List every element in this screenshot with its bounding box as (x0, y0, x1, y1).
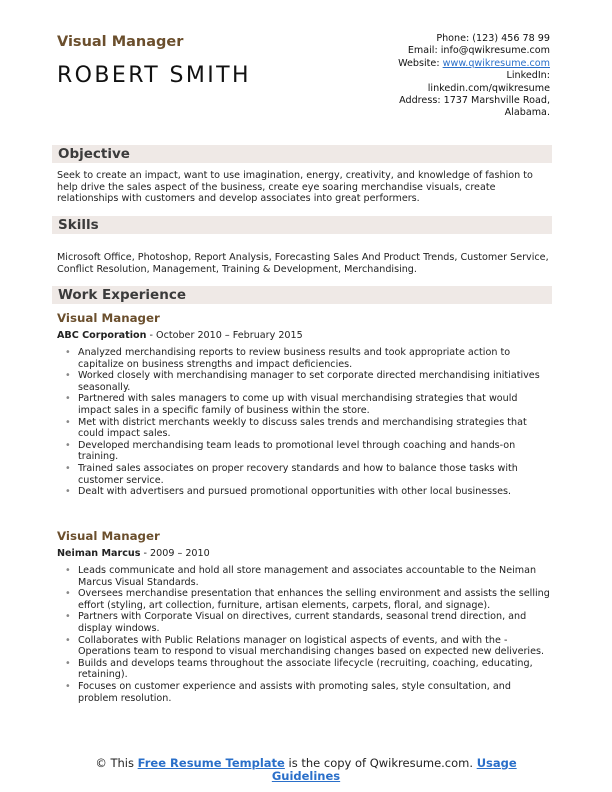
usage-guidelines-link[interactable]: Usage Guidelines (271, 756, 517, 783)
list-item (64, 440, 552, 463)
bullet-text: Developed merchandising team leads to promotional level through coaching and hands-on training. (78, 439, 516, 463)
bullet-icon: • (65, 565, 71, 576)
objective-text: Seek to create an impact, want to use imagination, energy, creativity, and knowledge of fashion to help drive the sales aspect of the business, create eye soaring merchandise visuals, create relationships with customers and develop associates into great performers. (57, 170, 533, 205)
job-2-bullet-list (64, 565, 552, 704)
job-2-company: Neiman Marcus (57, 548, 141, 559)
list-item (64, 417, 552, 440)
objective-heading: Objective (58, 146, 130, 162)
experience-heading-bar (52, 286, 552, 304)
website-label: Website: (398, 57, 443, 69)
contact-address-line1: Address: 1737 Marshville Road, (399, 95, 550, 107)
bullet-text: Focuses on customer experience and assists with promoting sales, style consultation, and problem resolution. (78, 680, 511, 704)
skills-text: Microsoft Office, Photoshop, Report Analysis, Forecasting Sales And Product Trends, Customer Service, Conflict Resolution, Management, Training & Development, Merchandising. (57, 252, 549, 275)
bullet-text: Partners with Corporate Visual on directives, current standards, seasonal trend direction, and display windows. (78, 611, 527, 634)
job-1-title: Visual Manager (57, 311, 160, 325)
list-item (64, 370, 552, 393)
contact-linkedin-value: linkedin.com/qwikresume (427, 82, 550, 94)
list-item (64, 565, 552, 588)
website-link[interactable]: www.qwikresume.com (442, 57, 550, 69)
footer-middle: is the copy of Qwikresume.com. (284, 756, 477, 770)
job-1-dates: - October 2010 – February 2015 (146, 330, 303, 341)
objective-heading-bar (52, 145, 552, 163)
bullet-icon: • (65, 462, 71, 474)
footer (60, 757, 552, 783)
contact-linkedin-label: LinkedIn: (506, 70, 550, 82)
bullet-text: Partnered with sales managers to come up with visual merchandising strategies that would impact sales in a specific family of business within the store. (78, 393, 518, 416)
job-2-dates: - 2009 – 2010 (140, 548, 210, 559)
list-item (64, 393, 552, 416)
bullet-text: Trained sales associates on proper recovery standards and how to balance those tasks with customer service. (78, 462, 518, 486)
skills-heading-bar (52, 216, 552, 234)
bullet-text: Collaborates with Public Relations manager on logistical aspects of events, and with the -Operations team to respond to visual merchandising changes based on expected new deliveries. (78, 634, 545, 658)
experience-heading: Work Experience (58, 287, 186, 303)
bullet-icon: • (65, 634, 71, 646)
job-1-company-line (57, 330, 303, 341)
bullet-icon: • (65, 416, 71, 428)
bullet-text: Builds and develops teams throughout the associate lifecycle (recruiting, coaching, educating, retaining). (78, 657, 533, 681)
bullet-text: Worked closely with merchandising manager to set corporate directed merchandising initiatives seasonally. (78, 370, 540, 393)
list-item (64, 611, 552, 634)
list-item (64, 463, 552, 486)
bullet-icon: • (65, 347, 71, 358)
bullet-icon: • (65, 486, 71, 498)
job-1-company: ABC Corporation (57, 330, 147, 341)
bullet-text: Dealt with advertisers and pursued promotional opportunities with other local businesses. (78, 486, 512, 498)
bullet-text: Analyzed merchandising reports to review business results and took appropriate action to capitalize on business strengths and impact deficiencies. (78, 347, 511, 370)
list-item (64, 658, 552, 681)
bullet-icon: • (65, 657, 71, 669)
list-item (64, 486, 552, 498)
bullet-icon: • (65, 439, 71, 451)
contact-email: Email: info@qwikresume.com (407, 45, 550, 57)
bullet-icon: • (65, 393, 71, 405)
contact-address-line2: Alabama. (504, 107, 550, 119)
job-2-company-line (57, 548, 210, 559)
bullet-icon: • (65, 680, 71, 692)
contact-block (310, 33, 550, 120)
bullet-text: Met with district merchants weekly to discuss sales trends and merchandising strategies that could impact sales. (78, 416, 527, 440)
list-item (64, 347, 552, 370)
bullet-icon: • (65, 588, 71, 600)
free-resume-template-link[interactable]: Free Resume Template (137, 756, 285, 770)
contact-phone: Phone: (123) 456 78 99 (436, 33, 550, 44)
job-1-bullet-list (64, 347, 552, 498)
bullet-text: Leads communicate and hold all store management and associates accountable to the Neiman Marcus Visual Standards. (78, 565, 537, 588)
list-item (64, 588, 552, 611)
skills-heading: Skills (58, 217, 99, 233)
candidate-name: ROBERT SMITH (57, 63, 251, 88)
bullet-text: Oversees merchandise presentation that enhances the selling environment and assists the selling effort (styling, art collection, furniture, artisan elements, carpets, floral, and signage). (78, 588, 550, 611)
header-job-title: Visual Manager (57, 34, 184, 50)
bullet-icon: • (65, 370, 71, 382)
bullet-icon: • (65, 611, 71, 623)
list-item (64, 635, 552, 658)
contact-website (310, 58, 550, 70)
job-2-title: Visual Manager (57, 529, 160, 543)
list-item (64, 681, 552, 704)
footer-prefix: © This (95, 756, 138, 770)
